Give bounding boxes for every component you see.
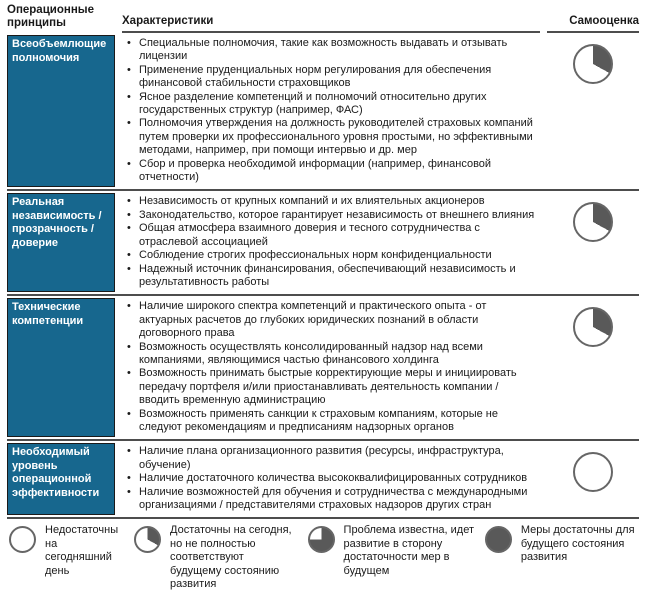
bullet-item [122,367,538,407]
legend-pie-icon [308,526,335,553]
bullet-text: Сбор и проверка необходимой информации (например, финансовой отчетности) [139,157,492,184]
column-header-self-assessment: Самооценка [547,15,639,33]
bullet-text: Ясное разделение компетенций и полномочий относительно других государственных структур (например, ФАС) [139,90,487,117]
table-header [7,4,639,33]
legend-label: Проблема известна, идет развитие в сторону достаточности мер в будущем [343,524,474,577]
bullet-text: Наличие возможностей для обучения и сотрудничества с международными организациями / представителями страховых надзоров других стран [139,485,528,511]
table-row [7,191,639,296]
self-assessment-cell [547,443,639,515]
principle-cell [7,298,115,437]
bullet-text: Применение пруденциальных норм регулирования для обеспечения финансовой стабильности страховщиков [139,63,492,90]
bullet-marker-icon: • [127,445,131,458]
characteristics-cell [122,193,540,292]
bullet-text: Наличие плана организационного развития (ресурсы, инфраструктура, обучение) [139,445,504,471]
self-assessment-cell [547,35,639,187]
principle-cell [7,193,115,292]
bullet-item [122,341,538,368]
bullet-text: Наличие широкого спектра компетенций и практического опыта - от актуарных расчетов до глубоких юридических познаний в области договорного права [139,300,487,340]
bullet-item [122,263,538,290]
bullet-item [122,300,538,340]
characteristics-cell [122,298,540,437]
legend-label: Меры достаточны для будущего состояния развития [520,524,635,564]
bullet-marker-icon: • [127,249,131,262]
legend-pie-icon [9,526,36,553]
table-row [7,441,639,519]
legend-pie-icon [134,526,161,553]
bullet-marker-icon: • [127,407,131,420]
legend-item [9,524,124,592]
bullet-marker-icon: • [127,300,131,313]
bullet-marker-icon: • [127,262,131,275]
bullet-item [122,91,538,118]
bullet-text: Возможность применять санкции к страховым компаниям, которые не следуют рекомендациям и предписаниям надзорных органов [139,407,498,433]
bullet-text: Возможность осуществлять консолидированный надзор над всеми компаниями, являющимися частью финансового холдинга [139,340,483,366]
bullet-item [122,445,538,472]
bullet-text: Соблюдение строгих профессиональных норм конфиденциальности [139,249,492,262]
bullet-item [122,158,538,185]
bullet-item [122,37,538,64]
principles-table [7,33,639,519]
column-header-characteristics: Характеристики [122,15,540,33]
self-assessment-cell [547,298,639,437]
principle-label: Технические компетенции [12,301,84,327]
principle-label: Необходимый уровень операционной эффективности [12,446,100,499]
bullet-marker-icon: • [127,340,131,353]
characteristics-cell [122,35,540,187]
column-header-principles: Операционные принципы [7,4,94,29]
bullet-text: Независимость от крупных компаний и их влиятельных акционеров [139,195,485,208]
bullet-item [122,195,538,208]
legend-label: Недостаточны на сегодняшний день [45,524,119,577]
bullet-marker-icon: • [127,472,131,485]
bullet-item [122,117,538,157]
bullet-item [122,209,538,222]
legend-pie-icon [485,526,512,553]
bullet-marker-icon: • [127,222,131,235]
self-assessment-pie-icon [573,44,613,84]
self-assessment-pie-icon [573,452,613,492]
bullet-text: Полномочия утверждения на должность руководителей страховых компаний путем проверки их профессионального уровня простыми, но эффективными методами, например, при помощи интервью и др. мер [139,117,533,157]
bullet-marker-icon: • [127,195,131,208]
bullet-text: Возможность принимать быстрые корректирующие меры и инициировать передачу портфеля и/или приостанавливать деятельность компании / вводить временную администрацию [139,367,517,407]
bullet-text: Наличие достаточного количества высококвалифицированных сотрудников [139,472,528,485]
characteristics-cell [122,443,540,515]
principle-label: Всеобъемлющие полномочия [12,38,107,64]
legend-item [485,524,637,592]
bullet-marker-icon: • [127,367,131,380]
self-assessment-pie-icon [573,202,613,242]
bullet-item [122,64,538,91]
principle-cell [7,443,115,515]
legend-item [134,524,298,592]
bullet-item [122,222,538,249]
bullet-marker-icon: • [127,485,131,498]
legend-item [308,524,475,592]
bullet-text: Надежный источник финансирования, обеспечивающий независимость и результативность работы [139,262,516,288]
table-row [7,296,639,441]
self-assessment-cell [547,193,639,292]
bullet-item [122,408,538,435]
bullet-marker-icon: • [127,37,131,49]
bullet-marker-icon: • [127,63,131,76]
bullet-item [122,249,538,262]
principle-label: Реальная независимость / прозрачность / доверие [12,196,102,249]
table-row [7,33,639,191]
bullet-item [122,472,538,485]
bullet-marker-icon: • [127,117,131,130]
bullet-marker-icon: • [127,208,131,221]
bullet-text: Специальные полномочия, такие как возможность выдавать и отзывать лицензии [139,37,508,63]
self-assessment-pie-icon [573,307,613,347]
bullet-marker-icon: • [127,90,131,103]
bullet-text: Общая атмосфера взаимного доверия и тесного сотрудничества с отраслевой ассоциацией [139,222,480,248]
principle-cell [7,35,115,187]
bullet-item [122,486,538,513]
legend-label: Достаточны на сегодня, но не полностью соответствуют будущему состоянию развития [170,524,292,591]
bullet-marker-icon: • [127,157,131,170]
legend [7,519,639,592]
bullet-text: Законодательство, которое гарантирует независимость от внешнего влияния [139,208,535,221]
